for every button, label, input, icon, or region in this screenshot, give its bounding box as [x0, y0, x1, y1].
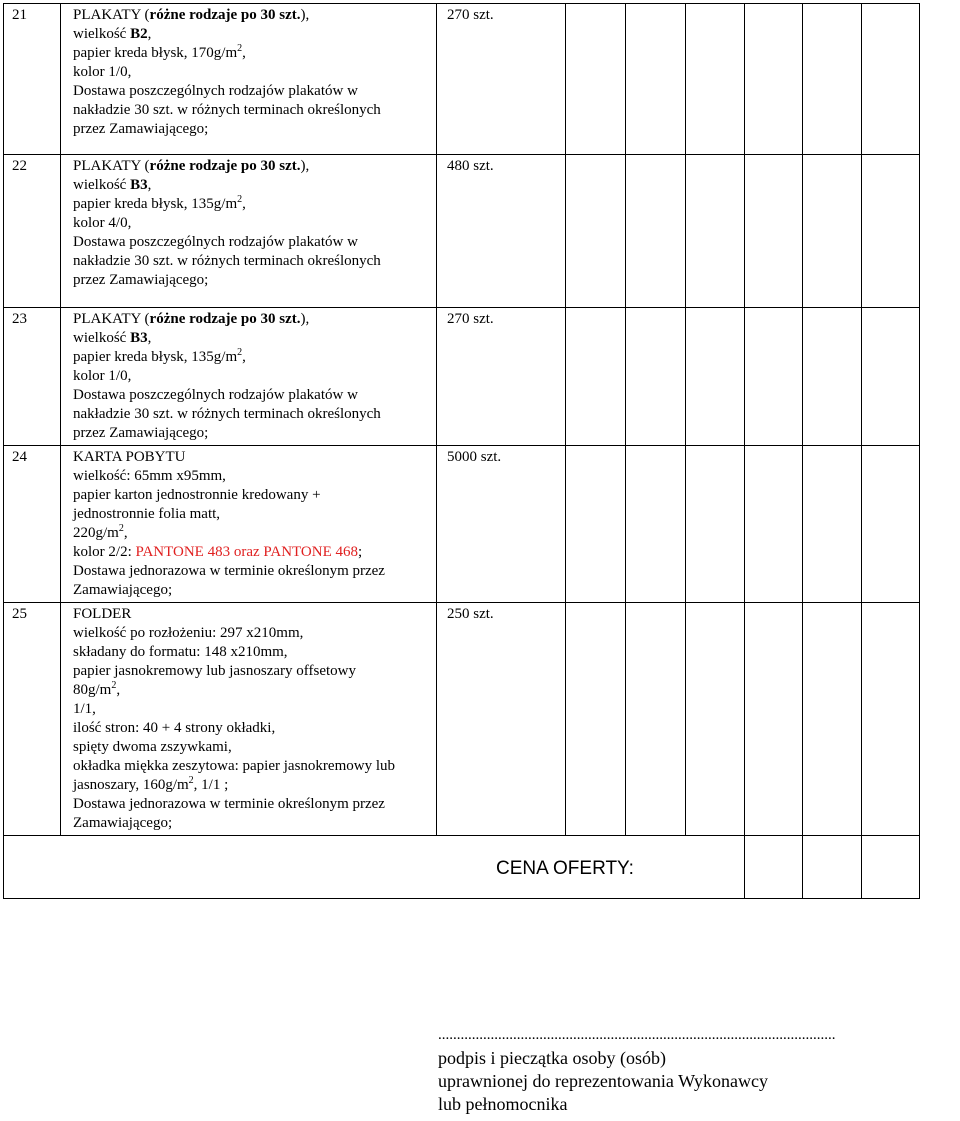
item-quantity: 480 szt.	[437, 155, 566, 308]
empty-cell	[745, 155, 803, 308]
empty-cell	[803, 308, 862, 446]
signature-caption-1: podpis i pieczątka osoby (osób)	[438, 1048, 666, 1068]
empty-cell	[566, 4, 626, 155]
table-row	[4, 155, 920, 308]
empty-cell	[566, 446, 626, 603]
table-row	[4, 308, 920, 446]
item-number: 23	[4, 308, 61, 446]
empty-cell	[686, 155, 745, 308]
item-quantity: 5000 szt.	[437, 446, 566, 603]
table-row	[4, 603, 920, 836]
empty-cell	[626, 4, 686, 155]
empty-cell	[862, 4, 920, 155]
empty-cell	[626, 308, 686, 446]
signature-line: ..........................................................................................................	[438, 1027, 836, 1043]
total-cell	[745, 836, 803, 899]
empty-cell	[626, 155, 686, 308]
offer-table	[3, 3, 920, 899]
item-description: PLAKATY (różne rodzaje po 30 szt.), wielkość B3, papier kreda błysk, $135g/m^2$, kolor 1/0, Dostawa poszczególnych rodzajów plakatów w nakładzie 30 szt. w różnych terminach określonych przez Zamawiającego;	[61, 308, 437, 446]
total-cell	[862, 836, 920, 899]
item-number: 22	[4, 155, 61, 308]
empty-cell	[686, 446, 745, 603]
empty-cell	[566, 603, 626, 836]
empty-cell	[626, 446, 686, 603]
empty-cell	[862, 603, 920, 836]
signature-caption-2: uprawnionej do reprezentowania Wykonawcy	[438, 1071, 768, 1091]
empty-cell	[803, 603, 862, 836]
empty-cell	[745, 603, 803, 836]
item-description: PLAKATY (różne rodzaje po 30 szt.), wielkość B3, papier kreda błysk, $135g/m^2$, kolor 4/0, Dostawa poszczególnych rodzajów plakatów w nakładzie 30 szt. w różnych terminach określonych przez Zamawiającego;	[61, 155, 437, 308]
item-quantity: 270 szt.	[437, 308, 566, 446]
empty-cell	[803, 446, 862, 603]
item-description: FOLDER wielkość po rozłożeniu: 297 x210mm, składany do formatu: 148 x210mm, papier jasnokremowy lub jasnoszary offsetowy $80g/m^2$, 1/1, ilość stron: 40 + 4 strony okładki, spięty dwoma zszywkami, okładka miękka zeszytowa: papier jasnokremowy lub jasnoszary, $160g/m^2$, 1/1 ; Dostawa jednorazowa w terminie określonym przez Zamawiającego;	[61, 603, 437, 836]
offer-price-label: CENA OFERTY:	[496, 858, 634, 879]
item-quantity: 250 szt.	[437, 603, 566, 836]
empty-cell	[686, 308, 745, 446]
item-quantity: 270 szt.	[437, 4, 566, 155]
empty-cell	[566, 155, 626, 308]
total-row	[4, 836, 920, 899]
item-description: KARTA POBYTU wielkość: 65mm x95mm, papier karton jednostronnie kredowany + jednostronnie folia matt, $220g/m^2$, kolor 2/2: PANTONE 483 oraz PANTONE 468; Dostawa jednorazowa w terminie określonym przez Zamawiającego;	[61, 446, 437, 603]
signature-caption-3: lub pełnomocnika	[438, 1094, 568, 1114]
table-row	[4, 446, 920, 603]
pantone-colors: PANTONE 483 oraz PANTONE 468	[135, 544, 359, 560]
item-description: PLAKATY (różne rodzaje po 30 szt.), wielkość B2, papier kreda błysk, $170g/m^2$, kolor 1/0, Dostawa poszczególnych rodzajów plakatów w nakładzie 30 szt. w różnych terminach określonych przez Zamawiającego;	[61, 4, 437, 155]
empty-cell	[686, 603, 745, 836]
item-number: 24	[4, 446, 61, 603]
table-row	[4, 4, 920, 155]
empty-cell	[862, 308, 920, 446]
empty-cell	[745, 4, 803, 155]
total-cell	[803, 836, 862, 899]
empty-cell	[862, 446, 920, 603]
item-number: 21	[4, 4, 61, 155]
empty-cell	[803, 155, 862, 308]
empty-cell	[745, 446, 803, 603]
empty-cell	[862, 155, 920, 308]
empty-cell	[686, 4, 745, 155]
empty-cell	[803, 4, 862, 155]
empty-cell	[626, 603, 686, 836]
empty-cell	[745, 308, 803, 446]
empty-cell	[566, 308, 626, 446]
item-number: 25	[4, 603, 61, 836]
signature-block	[438, 1024, 836, 1116]
